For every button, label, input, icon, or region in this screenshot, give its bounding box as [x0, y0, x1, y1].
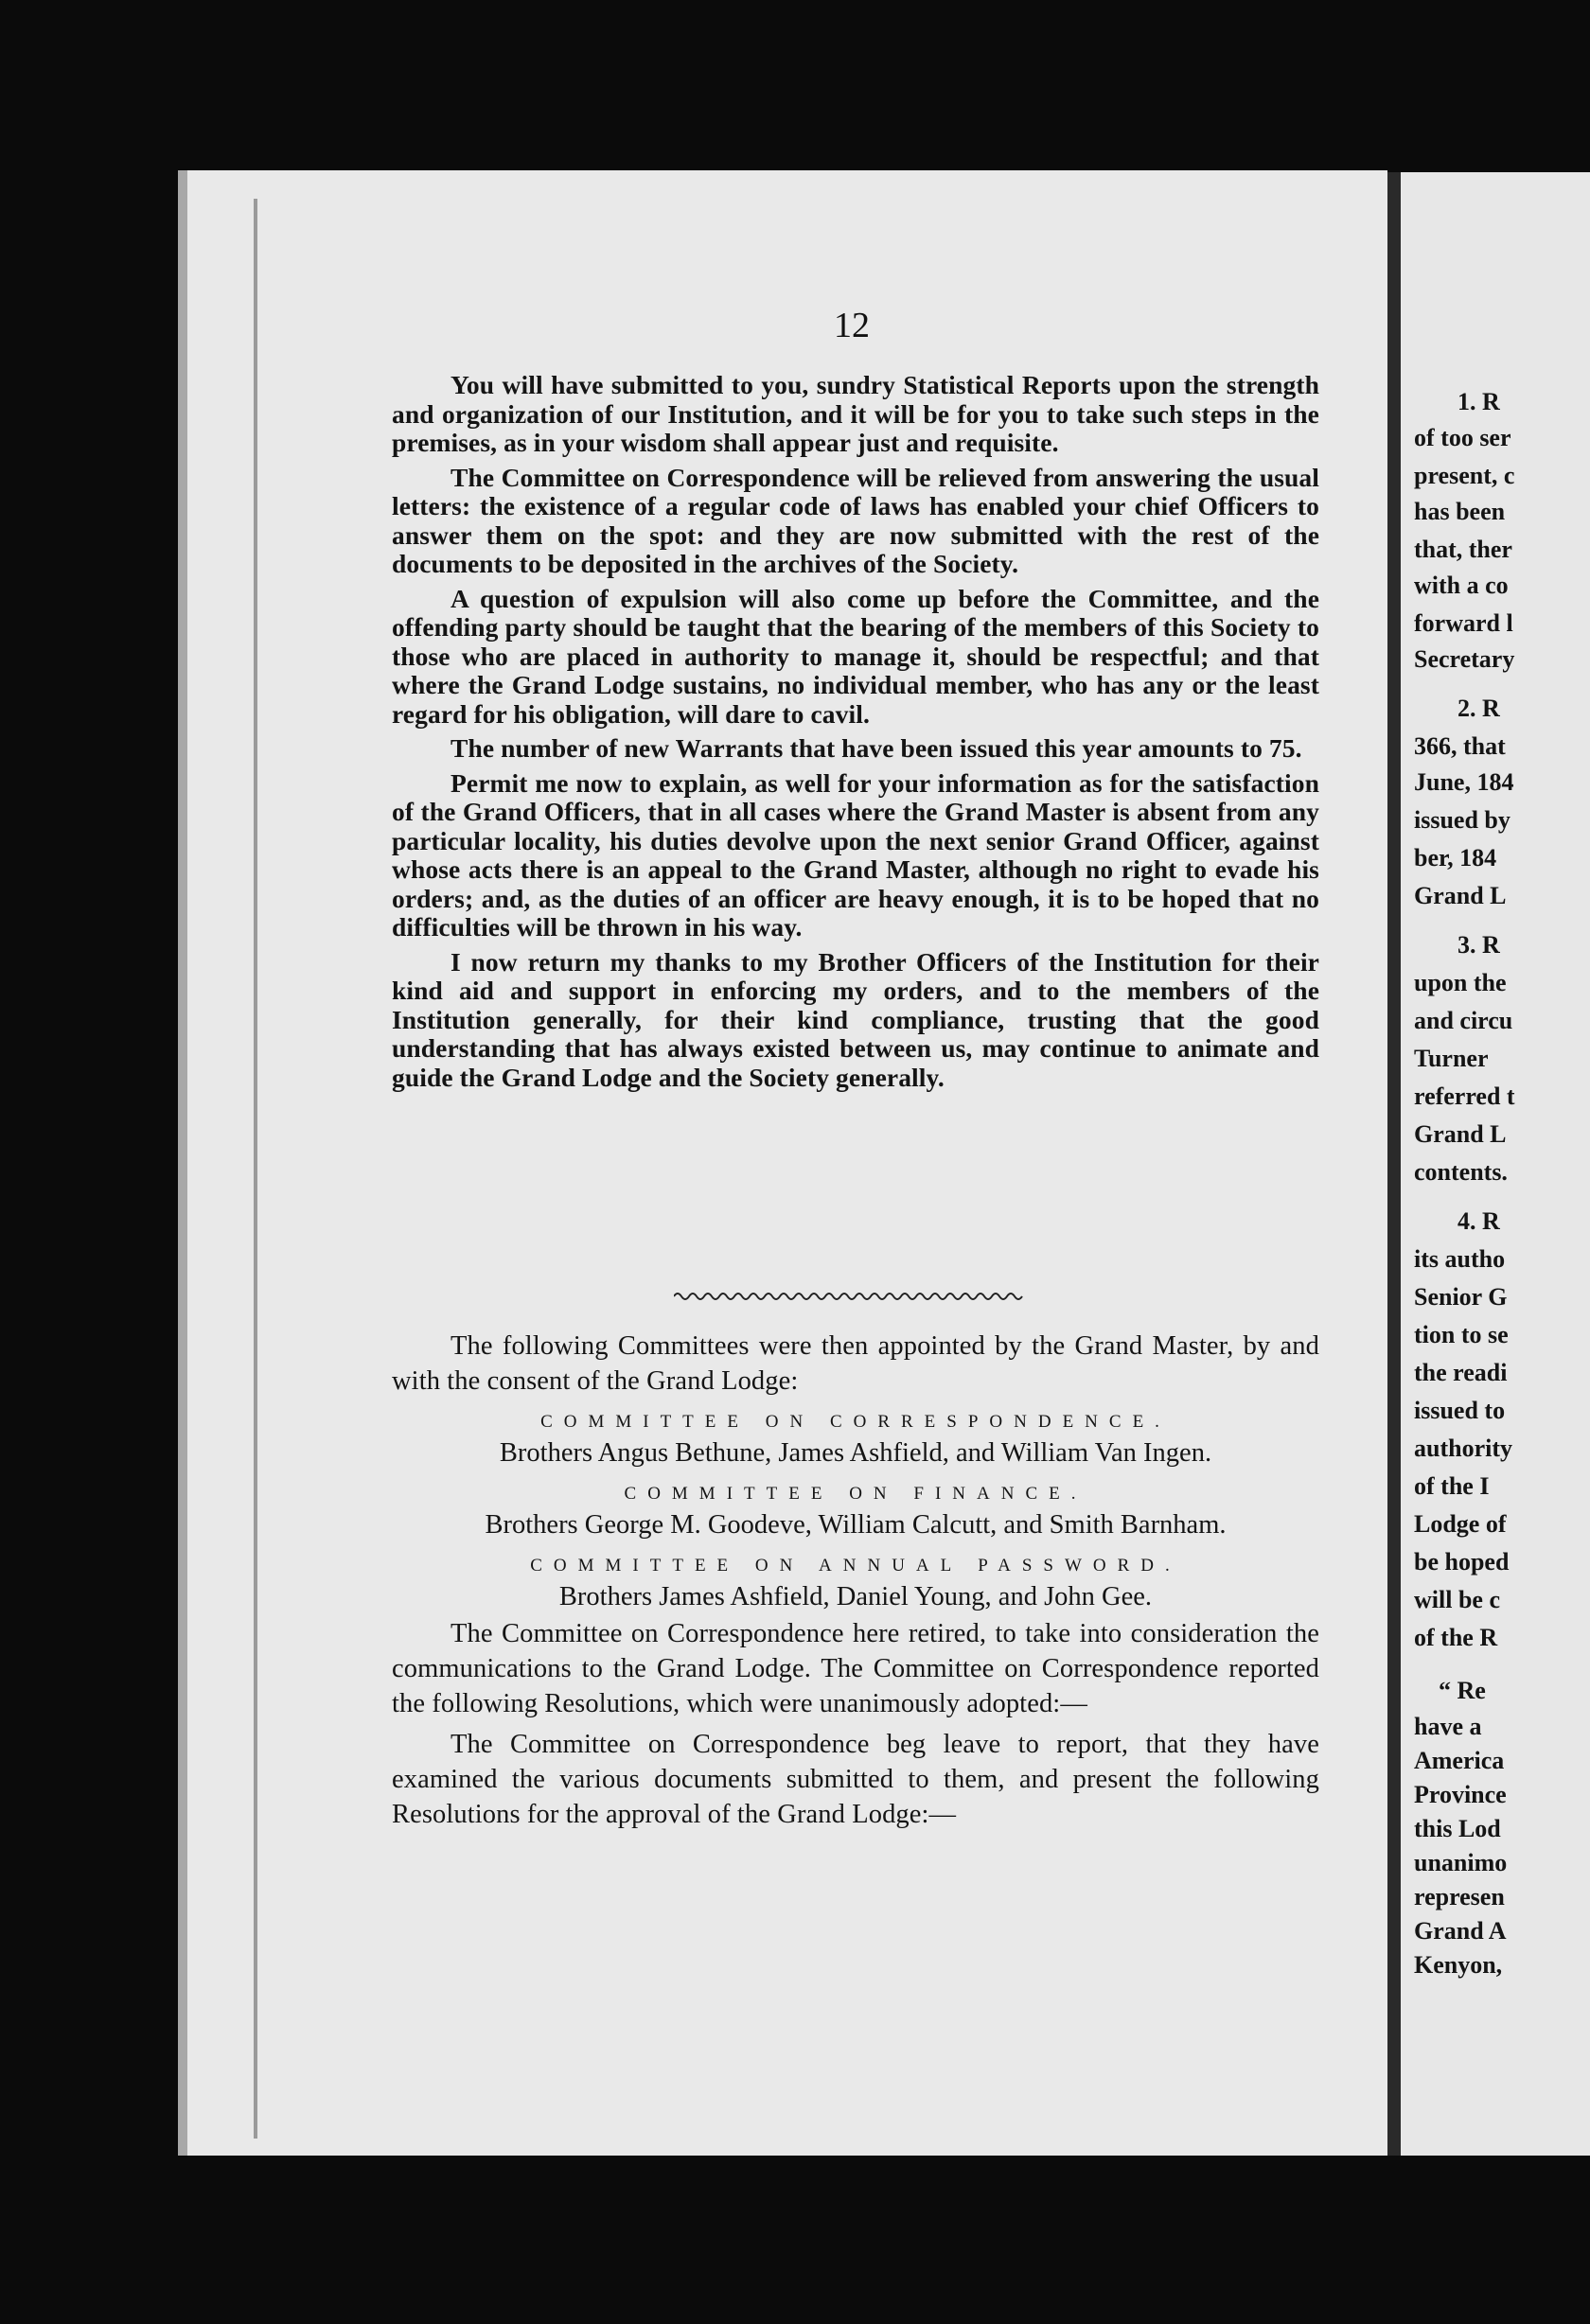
right-page-line: Senior G [1414, 1283, 1508, 1311]
right-page [1401, 172, 1590, 2156]
right-page-line: tion to se [1414, 1321, 1509, 1348]
right-page-line: Lodge of [1414, 1510, 1507, 1538]
right-page-line: Kenyon, [1414, 1951, 1503, 1979]
paragraph: Permit me now to explain, as well for your information as for the satisfaction of the Grand Officers, that in all cases where the Grand Master is absent from any particular locality, his duties devolve upon the next senior Grand Officer, against whose acts there is an appeal to the Grand Master, although no right to evade his orders; and, as the duties of an officer are heavy enough, it is to be hoped that no difficulties will be thrown in his way. [392, 767, 1319, 942]
right-page-line: with a co [1414, 572, 1509, 599]
right-page-line: of the R [1414, 1624, 1498, 1651]
right-page-line: 366, that [1414, 732, 1506, 760]
paragraph: You will have submitted to you, sundry Statistical Reports upon the strength and organization of our Institution, and it will be for you to take such steps in the premises, as in your wisdom shall appear just and requisite. [392, 370, 1319, 457]
right-page-line: represen [1414, 1883, 1505, 1910]
right-page-line: issued to [1414, 1397, 1506, 1424]
right-page-line: 1. R [1458, 388, 1500, 415]
right-page-line: the readi [1414, 1359, 1508, 1386]
right-page-line: authority [1414, 1435, 1512, 1462]
right-page-line: issued by [1414, 806, 1510, 834]
right-page-line: Secretary [1414, 645, 1515, 673]
right-page-line: Grand L [1414, 1120, 1507, 1148]
committees-section [392, 1329, 1319, 1838]
right-page-line: ber, 184 [1414, 844, 1497, 872]
right-page-line: and circu [1414, 1007, 1513, 1034]
committee-heading: COMMITTEE ON ANNUAL PASSWORD. [530, 1556, 1181, 1576]
right-page-line: its autho [1414, 1245, 1506, 1273]
paragraph: A question of expulsion will also come up before the Committee, and the offending party should be taught that the bearing of the members of this Society to those who are placed in authority to manage it, should be respectful; and that where the Grand Lodge sustains, no individual member, who has any or the least regard for his obligation, will dare to cavil. [392, 583, 1319, 729]
right-page-line: will be c [1414, 1586, 1500, 1613]
right-page-line: forward l [1414, 609, 1513, 637]
right-page-line: of the I [1414, 1472, 1490, 1500]
right-page-line: Province [1414, 1781, 1507, 1808]
book-gutter [1387, 172, 1401, 2156]
committee-heading: COMMITTEE ON CORRESPONDENCE. [540, 1412, 1171, 1432]
right-page-line: present, c [1414, 462, 1515, 489]
right-page-line: contents. [1414, 1158, 1508, 1186]
paragraph: I now return my thanks to my Brother Officers of the Institution for their kind aid and support in enforcing my orders, and to the members of the Institution generally, for their kind compliance, trusting that the good understanding that has always existed between us, may continue to animate and guide the Grand Lodge and the Society generally. [392, 946, 1319, 1092]
right-page-line: America [1414, 1747, 1505, 1774]
right-page-line: unanimo [1414, 1849, 1508, 1876]
committee-members: Brothers James Ashfield, Daniel Young, and John Gee. [558, 1582, 1153, 1611]
right-page-line: Grand A [1414, 1917, 1507, 1945]
right-page-line: 2. R [1458, 695, 1500, 722]
paragraph: The number of new Warrants that have been issued this year amounts to 75. [450, 733, 1302, 763]
right-page-line: have a [1414, 1713, 1482, 1740]
right-page-line: of too ser [1414, 424, 1511, 451]
committee-heading: COMMITTEE ON FINANCE. [624, 1484, 1087, 1504]
right-page-line: “ Re [1439, 1677, 1486, 1704]
right-page-line: has been [1414, 498, 1506, 525]
wavy-divider [674, 1289, 1024, 1304]
right-page-line: this Lod [1414, 1815, 1501, 1842]
committee-members: Brothers George M. Goodeve, William Calcutt, and Smith Barnham. [485, 1510, 1227, 1540]
paragraph: The Committee on Correspondence will be relieved from answering the usual letters: the existence of a regular code of laws has enabled your chief Officers to answer them on the spot: and they are now submitted with the rest of the documents to be deposited in the archives of the Society. [392, 462, 1319, 578]
right-page-line: 4. R [1458, 1207, 1500, 1235]
right-page-line: that, ther [1414, 536, 1512, 563]
right-page-text [1401, 172, 1590, 2156]
main-text [392, 371, 1319, 1098]
right-page-line: upon the [1414, 969, 1507, 996]
page-edge [254, 199, 257, 2139]
right-page-line: referred t [1414, 1083, 1515, 1110]
paragraph: The Committee on Correspondence beg leave to report, that they have examined the various documents submitted to them, and present the following Resolutions for the approval of the Grand Lodge:— [392, 1730, 1319, 1829]
committee-members: Brothers Angus Bethune, James Ashfield, and William Van Ingen. [499, 1438, 1212, 1468]
right-page-line: be hoped [1414, 1548, 1510, 1576]
right-page-line: Turner [1414, 1045, 1489, 1072]
paragraph: The Committee on Correspondence here retired, to take into consideration the communications to the Grand Lodge. The Committee on Correspondence reported the following Resolutions, which were unanimously adopted:— [392, 1619, 1319, 1718]
page-number: 12 [834, 306, 870, 345]
committees-intro: The following Committees were then appointed by the Grand Master, by and with the consent of the Grand Lodge: [392, 1331, 1319, 1396]
right-page-line: Grand L [1414, 882, 1507, 909]
right-page-line: 3. R [1458, 931, 1500, 959]
right-page-line: June, 184 [1414, 768, 1514, 796]
